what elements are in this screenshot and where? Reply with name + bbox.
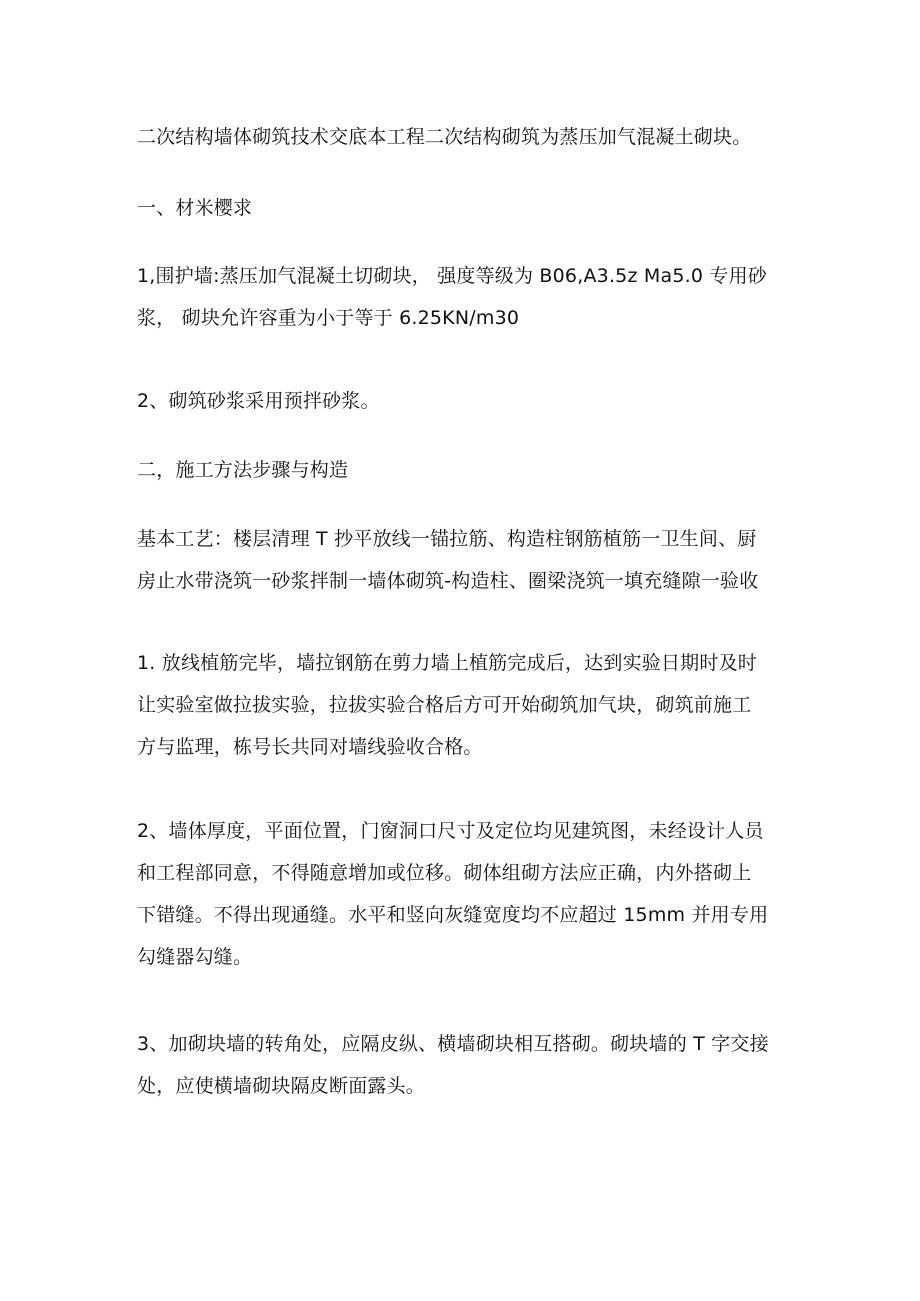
text-line: 让实验室做拉拔实验，拉拔实验合格后方可开始砌筑加气块，砌筑前施工 <box>137 694 752 716</box>
text-line: 二次结构墙体砌筑技术交底本工程二次结构砌筑为蒸压加气混凝土砌块。 <box>137 126 752 148</box>
text-line: 下错缝。不得出现通缝。水平和竖向灰缝宽度均不应超过 15mm 并用专用 <box>137 904 769 926</box>
text-line: 二，施工方法步骤与构造 <box>137 459 349 481</box>
text-line: 浆， 砌块允许容重为小于等于 6.25KN∕m30 <box>137 307 520 329</box>
text-line: 和工程部同意，不得随意增加或位移。砌体组砌方法应正确，内外搭砌上 <box>137 862 752 884</box>
text-line: 处，应使横墙砌块隔皮断面露头。 <box>137 1075 426 1097</box>
section-heading-methods <box>137 449 797 491</box>
text-line: 2、墙体厚度，平面位置，门窗洞口尺寸及定位均见建筑图，未经设计人员 <box>137 820 764 842</box>
paragraph-step-2 <box>137 810 797 978</box>
text-line: 2、砌筑砂浆采用预拌砂浆。 <box>137 390 380 412</box>
text-line: 一、材米樱求 <box>137 197 253 219</box>
text-line: 1. 放线植筋完毕，墙拉钢筋在剪力墙上植筋完成后，达到实验日期时及时 <box>137 652 757 674</box>
section-heading-materials <box>137 187 797 229</box>
text-line: 勾缝器勾缝。 <box>137 946 253 968</box>
paragraph-step-1 <box>137 642 797 768</box>
paragraph-basic-process <box>137 518 797 602</box>
intro-paragraph <box>137 116 797 158</box>
text-line: 1,围护墙:蒸压加气混凝土切砌块， 强度等级为 B06,A3.5z Ma5.0 专用砂 <box>137 265 767 287</box>
text-line: 基本工艺：楼层清理 T 抄平放线一锚拉筋、构造柱钢筋植筋一卫生间、厨 <box>137 528 757 550</box>
text-line: 3、加砌块墙的转角处，应隔皮纵、横墙砌块相互搭砌。砌块墙的 T 字交接 <box>137 1033 769 1055</box>
text-line: 方与监理，栋号长共同对墙线验收合格。 <box>137 736 483 758</box>
text-line: 房止水带浇筑一砂浆拌制一墙体砌筑-构造柱、圈梁浇筑一填充缝隙一验收 <box>137 570 759 592</box>
paragraph-enclosure-wall <box>137 255 797 339</box>
paragraph-step-3 <box>137 1023 797 1107</box>
paragraph-mortar <box>137 380 797 422</box>
